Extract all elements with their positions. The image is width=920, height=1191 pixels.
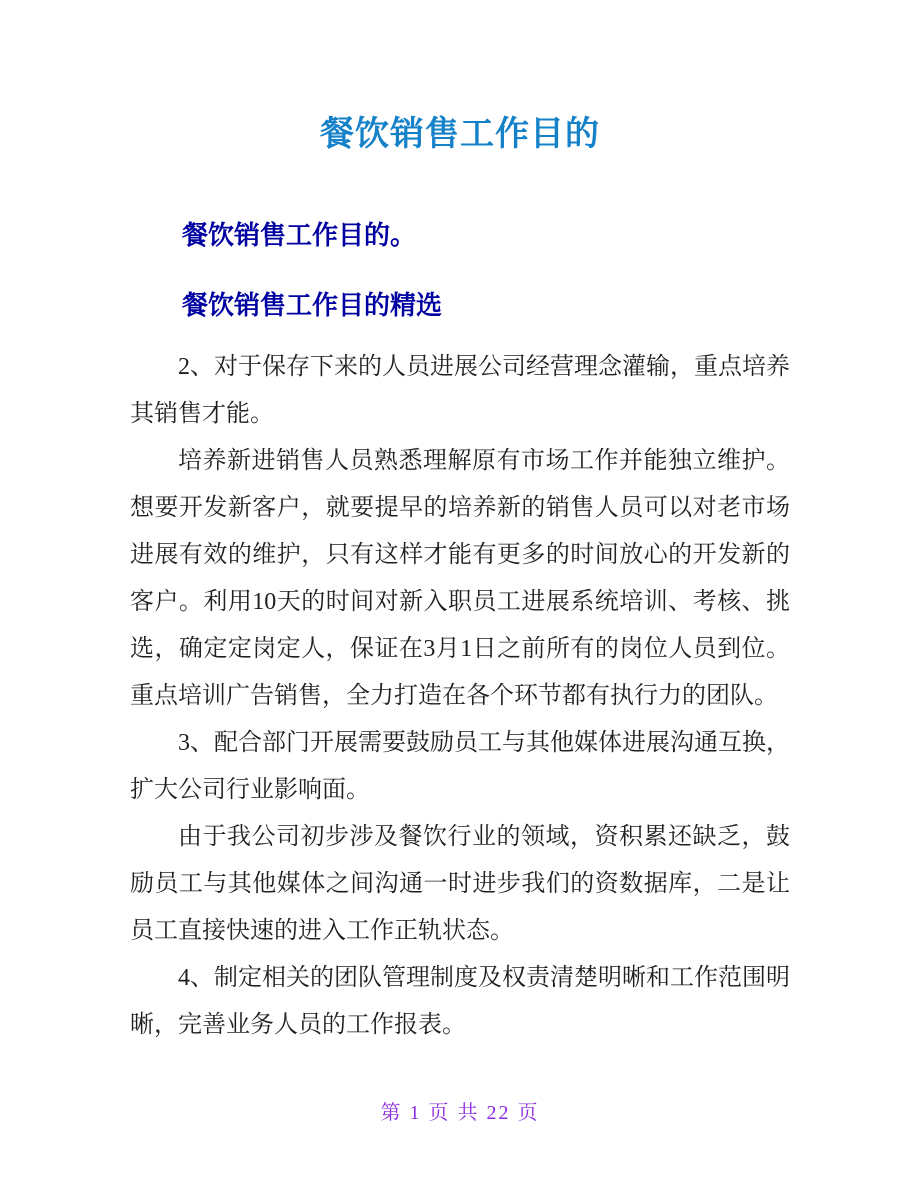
section-heading-main: 餐饮销售工作目的。 — [182, 220, 417, 250]
body-paragraph: 4、制定相关的团队管理制度及权责清楚明晰和工作范围明晰，完善业务人员的工作报表。 — [130, 965, 790, 1038]
body-paragraph: 培养新进销售人员熟悉理解原有市场工作并能独立维护。想要开发新客户，就要提早的培养新的销售人员可以对老市场进展有效的维护，只有这样才能有更多的时间放心的开发新的客户。利用10天的时间对新入职员工进展系统培训、考核、挑选，确定定岗定人，保证在3月1日之前所有的岗位人员到位。重点培训广告销售，全力打造在各个环节都有执行力的团队。 — [130, 448, 790, 709]
section-heading-selection: 餐饮销售工作目的精选 — [182, 290, 443, 320]
body-paragraph: 2、对于保存下来的人员进展公司经营理念灌输，重点培养其销售才能。 — [130, 354, 790, 427]
body-paragraph: 3、配合部门开展需要鼓励员工与其他媒体进展沟通互换，扩大公司行业影响面。 — [130, 730, 790, 803]
body-paragraph: 由于我公司初步涉及餐饮行业的领域，资积累还缺乏，鼓励员工与其他媒体之间沟通一时进步我们的资数据库，二是让员工直接快速的进入工作正轨状态。 — [130, 824, 790, 944]
page-title: 餐饮销售工作目的 — [320, 115, 600, 153]
document-body — [130, 344, 790, 1049]
page-number-footer: 第 1 页 共 22 页 — [380, 1102, 540, 1124]
